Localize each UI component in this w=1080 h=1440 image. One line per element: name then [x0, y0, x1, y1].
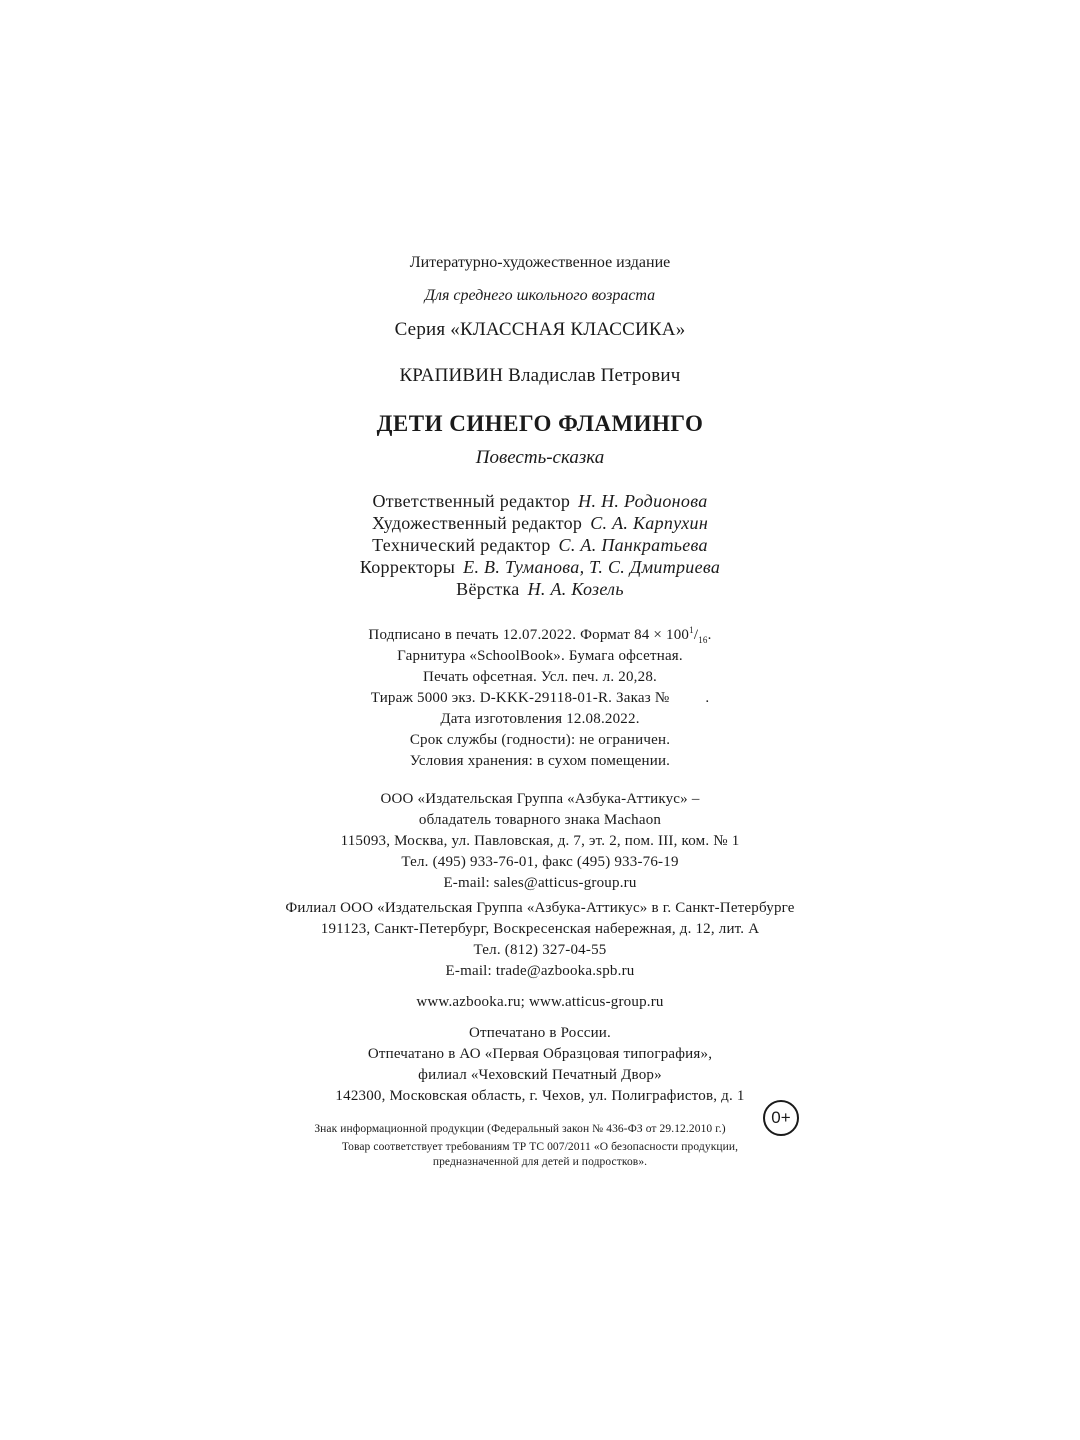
editor-line — [0, 512, 1080, 534]
edition-type: Литературно-художественное издание — [409, 254, 671, 271]
editor-role: Вёрстка — [456, 579, 520, 599]
branch-address: 191123, Санкт-Петербург, Воскресенская набережная, д. 12, лит. А — [320, 921, 760, 937]
print-run: Тираж 5000 экз. D-KKK-29118-01-R. Заказ № . — [370, 690, 710, 706]
editor-line — [0, 490, 1080, 512]
age-rating-badge: 0+ — [763, 1100, 799, 1136]
printing: Печать офсетная. Усл. печ. л. 20,28. — [423, 669, 657, 685]
printer-branch: филиал «Чеховский Печатный Двор» — [418, 1067, 662, 1083]
printer-name: Отпечатано в АО «Первая Образцовая типография», — [367, 1046, 713, 1062]
publisher-phone: Тел. (495) 933-76-01, факс (495) 933-76-19 — [401, 854, 679, 870]
branch-name: Филиал ООО «Издательская Группа «Азбука-Аттикус» в г. Санкт-Петербурге — [285, 900, 795, 916]
editor-role: Технический редактор — [372, 535, 551, 555]
editor-name: Н. А. Козель — [527, 579, 624, 599]
storage-conditions: Условия хранения: в сухом помещении. — [409, 753, 671, 769]
compliance-line-1: Товар соответствует требованиям ТР ТС 007/2011 «О безопасности продукции, — [341, 1141, 739, 1153]
editor-line — [0, 578, 1080, 600]
editor-role: Ответственный редактор — [372, 491, 571, 511]
printed-country: Отпечатано в России. — [469, 1025, 611, 1041]
author: КРАПИВИН Владислав Петрович — [399, 365, 681, 386]
editor-role: Корректоры — [359, 557, 456, 577]
typeface: Гарнитура «SchoolBook». Бумага офсетная. — [397, 648, 683, 664]
shelf-life: Срок службы (годности): не ограничен. — [409, 732, 671, 748]
printer-address: 142300, Московская область, г. Чехов, ул. Полиграфистов, д. 1 — [335, 1088, 745, 1104]
editor-role: Художественный редактор — [371, 513, 583, 533]
editor-line — [0, 556, 1080, 578]
publisher-address: 115093, Москва, ул. Павловская, д. 7, эт. 2, пом. III, ком. № 1 — [340, 833, 740, 849]
websites: www.azbooka.ru; www.atticus-group.ru — [416, 994, 664, 1010]
editor-name: С. А. Панкратьева — [558, 535, 708, 555]
print-signed: Подписано в печать 12.07.2022. Формат $84 \times 100^1/_{16}$. — [368, 625, 712, 645]
manufacture-date: Дата изготовления 12.08.2022. — [440, 711, 640, 727]
compliance-line-2: предназначенной для детей и подростков». — [432, 1156, 648, 1168]
genre: Повесть-сказка — [475, 447, 605, 468]
branch-email: E-mail: trade@azbooka.spb.ru — [445, 963, 635, 979]
book-title: ДЕТИ СИНЕГО ФЛАМИНГО — [376, 411, 704, 436]
info-mark: Знак информационной продукции (Федеральный закон № 436-ФЗ от 29.12.2010 г.) — [314, 1123, 726, 1135]
format-denominator: 16 — [698, 635, 708, 645]
format-numerator: 1 — [689, 625, 694, 635]
editor-name: Е. В. Туманова, Т. С. Дмитриева — [463, 557, 721, 577]
editor-name: Н. Н. Родионова — [578, 491, 708, 511]
publisher-name: ООО «Издательская Группа «Азбука-Аттикус» – — [380, 791, 700, 807]
editor-line — [0, 534, 1080, 556]
editor-name: С. А. Карпухин — [590, 513, 709, 533]
audience: Для среднего школьного возраста — [424, 287, 656, 304]
publisher-email: E-mail: sales@atticus-group.ru — [443, 875, 637, 891]
branch-phone: Тел. (812) 327-04-55 — [473, 942, 607, 958]
series: Серия «КЛАССНАЯ КЛАССИКА» — [394, 319, 686, 340]
publisher-trademark: обладатель товарного знака Machaon — [418, 812, 662, 828]
